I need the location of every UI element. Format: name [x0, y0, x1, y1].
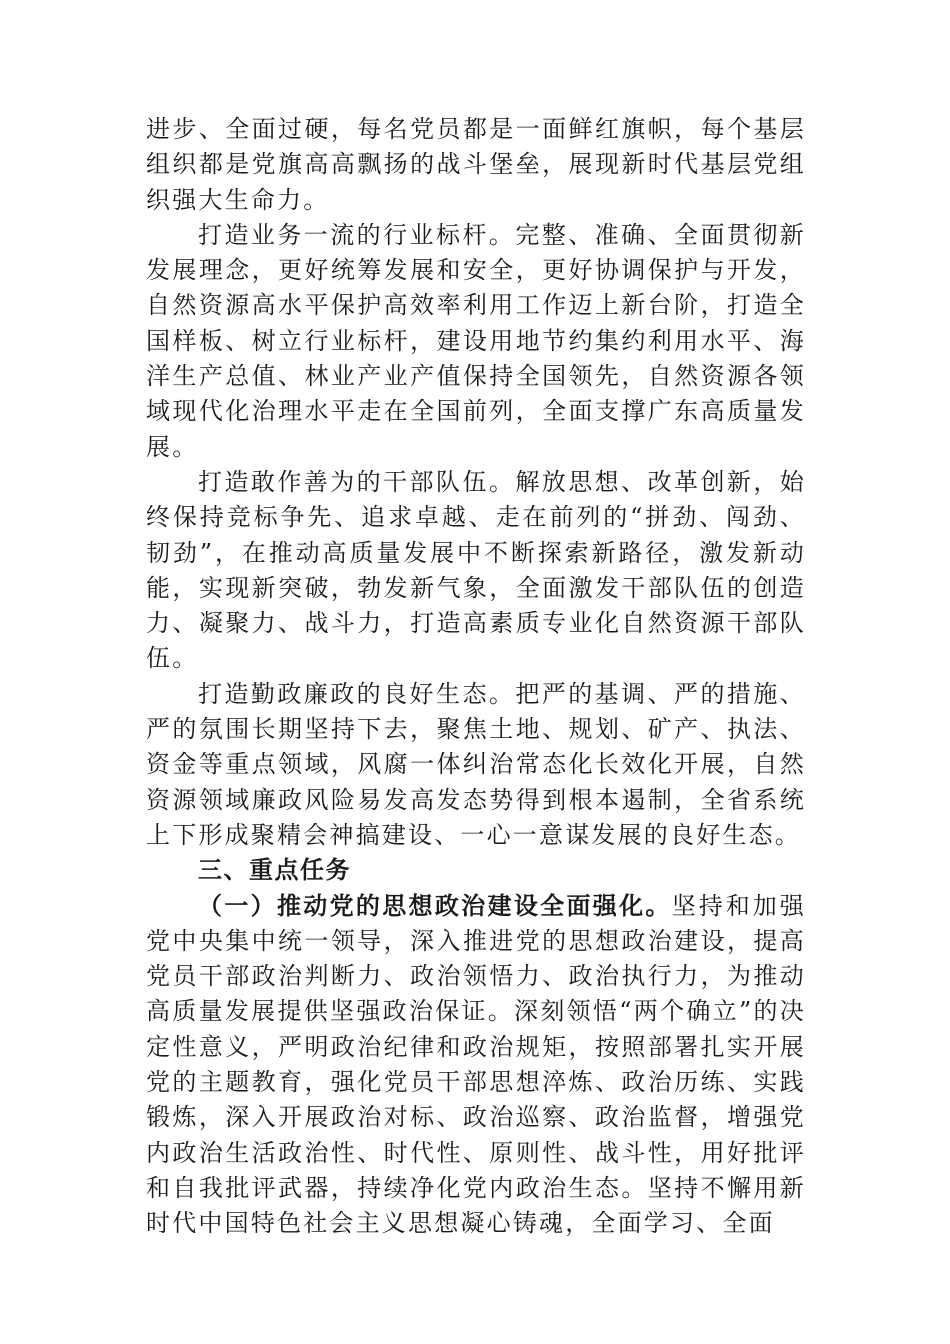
- section-heading-key-tasks: 三、重点任务: [198, 856, 351, 885]
- paragraph-cadre-team: 打造敢作善为的干部队伍。解放思想、改革创新，始终保持竞标争先、追求卓越、走在前列的“拼劲、闯劲、韧劲”，在推动高质量发展中不断探索新路径，激发新动能，实现新突破，勃发新气象，全面激发干部队伍的创造力、凝聚力、战斗力，打造高素质专业化自然资源干部队伍。: [146, 467, 806, 673]
- paragraph-continuation: 进步、全面过硬，每名党员都是一面鲜红旗帜，每个基层组织都是党旗高高飘扬的战斗堡垒，展现新时代基层党组织强大生命力。: [146, 115, 806, 214]
- document-page: [146, 112, 806, 1242]
- task-one-heading: （一）推动党的思想政治建设全面强化。: [198, 891, 672, 920]
- task-one-body: 坚持和加强党中央集中统一领导，深入推进党的思想政治建设，提高党员干部政治判断力、政治领悟力、政治执行力，为推动高质量发展提供坚强政治保证。深刻领悟“两个确立”的决定性意义，严明政治纪律和政治规矩，按照部署扎实开展党的主题教育，强化党员干部思想淬炼、政治历练、实践锻炼，深入开展政治对标、政治巡察、政治监督，增强党内政治生活政治性、时代性、原则性、战斗性，用好批评和自我批评武器，持续净化党内政治生态。坚持不懈用新时代中国特色社会主义思想凝心铸魂，全面学习、全面: [146, 891, 807, 1238]
- paragraph-task-one: [146, 889, 806, 1242]
- paragraph-industry-benchmark: 打造业务一流的行业标杆。完整、准确、全面贯彻新发展理念，更好统筹发展和安全，更好协调保护与开发，自然资源高水平保护高效率利用工作迈上新台阶，打造全国样板、树立行业标杆，建设用地节约集约利用水平、海洋生产总值、林业产业产值保持全国领先，自然资源各领域现代化治理水平走在全国前列，全面支撑广东高质量发展。: [146, 220, 806, 461]
- paragraph-clean-governance: 打造勤政廉政的良好生态。把严的基调、严的措施、严的氛围长期坚持下去，聚焦土地、规划、矿产、执法、资金等重点领域，风腐一体纠治常态化长效化开展，自然资源领域廉政风险易发高发态势得到根本遏制，全省系统上下形成聚精会神搞建设、一心一意谋发展的良好生态。: [146, 679, 806, 849]
